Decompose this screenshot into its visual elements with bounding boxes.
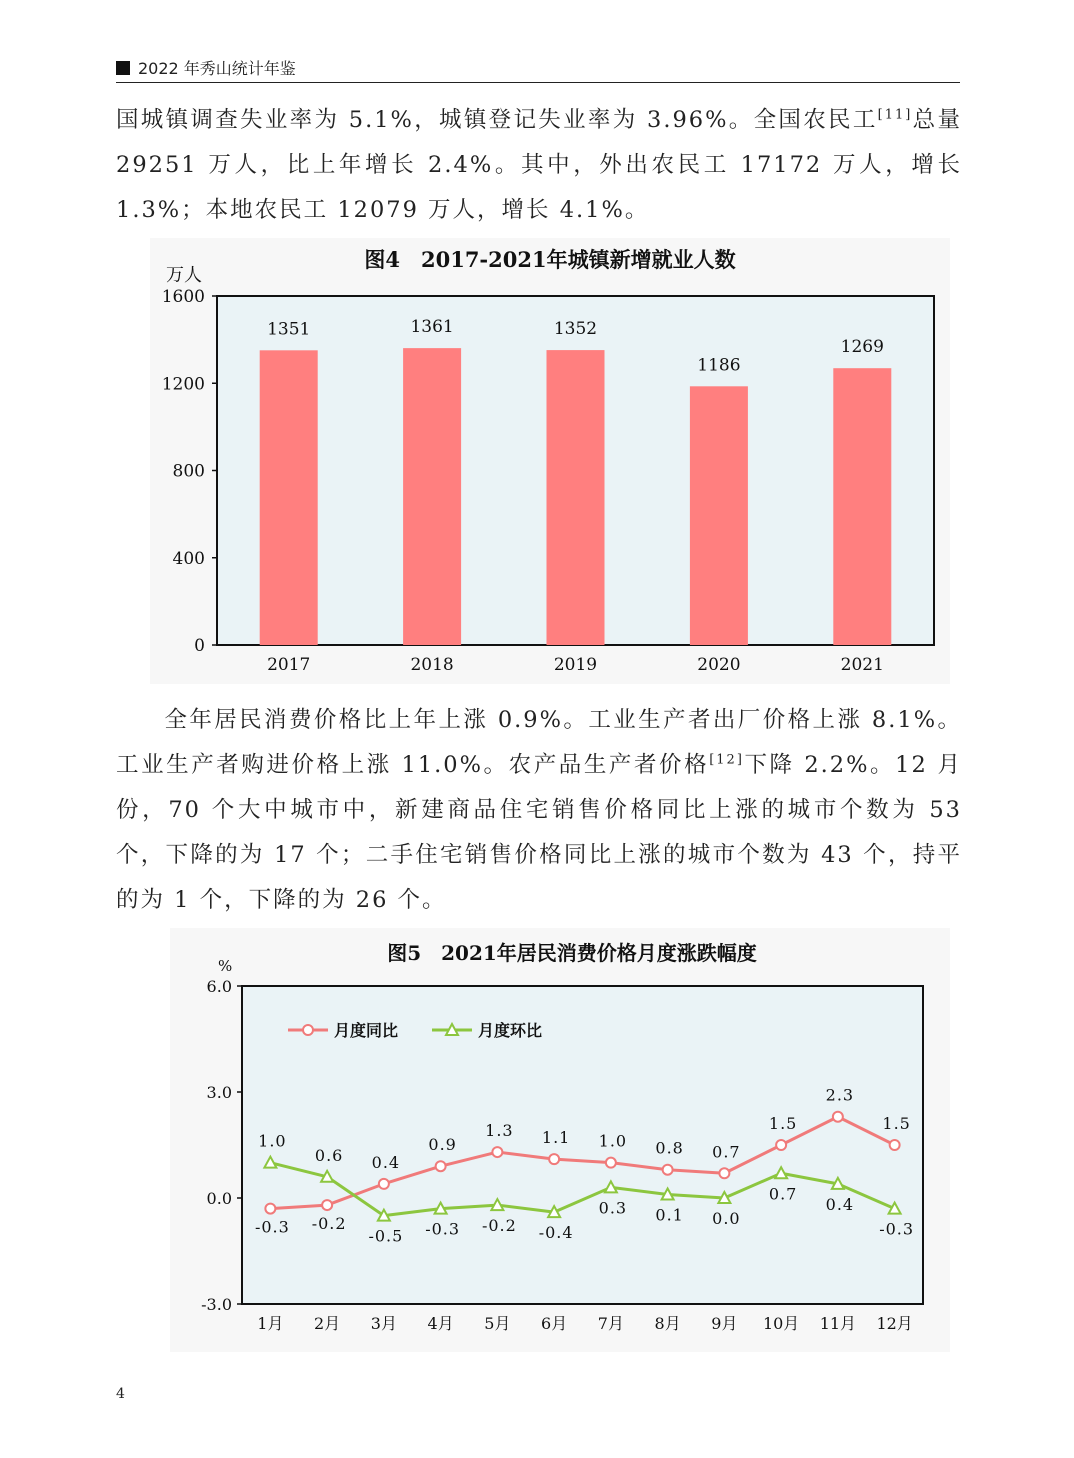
x-tick-label: 2月 <box>314 1314 341 1333</box>
series1-point <box>436 1161 446 1171</box>
chart-title: 图5 2021年居民消费价格月度涨跌幅度 <box>387 941 757 965</box>
x-tick-label: 2021 <box>840 655 884 675</box>
chart-title: 图4 2017-2021年城镇新增就业人数 <box>364 247 736 272</box>
series2-data-label: 0.4 <box>825 1194 855 1214</box>
series1-data-label: 1.5 <box>882 1114 911 1133</box>
series2-data-label: -0.4 <box>538 1223 574 1243</box>
page-header <box>116 56 960 83</box>
x-tick-label: 3月 <box>370 1314 397 1333</box>
series2-data-label: -0.5 <box>368 1226 404 1246</box>
legend-marker-circle <box>303 1025 313 1035</box>
legend-label: 月度环比 <box>478 1021 543 1040</box>
legend-label: 月度同比 <box>334 1021 399 1040</box>
header-title: 2022 年秀山统计年鉴 <box>138 59 296 78</box>
series1-point <box>606 1158 616 1168</box>
y-tick-label: 6.0 <box>206 977 232 996</box>
series2-data-label: 0.1 <box>655 1205 684 1225</box>
x-tick-label: 7月 <box>597 1314 624 1333</box>
bar-value-label: 1352 <box>553 319 598 340</box>
y-tick-label: 1200 <box>161 374 205 395</box>
header-square-icon <box>116 61 130 75</box>
y-axis-unit: 万人 <box>166 265 202 286</box>
line-chart-svg <box>170 928 950 1352</box>
x-tick-label: 2017 <box>267 655 311 675</box>
series1-point <box>549 1154 559 1164</box>
series1-point <box>492 1147 502 1157</box>
chart-fig5 <box>170 928 950 1356</box>
series1-data-label: 1.5 <box>768 1114 798 1133</box>
series2-data-label: -0.3 <box>425 1219 461 1239</box>
y-tick-label: 800 <box>172 461 205 482</box>
bar <box>833 368 891 645</box>
series1-point <box>833 1112 843 1122</box>
x-tick-label: 2018 <box>410 655 454 675</box>
paragraph-prices <box>116 698 962 923</box>
x-tick-label: 10月 <box>762 1314 800 1333</box>
bar <box>260 350 318 645</box>
series2-data-label: -0.2 <box>481 1216 517 1236</box>
bar <box>690 386 748 645</box>
paragraph2-text-a: 全年居民消费价格比上年上涨 0.9%。工业生产者出厂价格上涨 8.1%。工业生产者购进价格上涨 11.0%。农产品生产者价格 <box>116 707 962 778</box>
series1-data-label: 0.4 <box>371 1152 401 1172</box>
series2-data-label: -0.3 <box>879 1219 915 1239</box>
bar <box>403 348 461 645</box>
series2-data-label: 0.7 <box>768 1184 798 1204</box>
series1-point <box>776 1140 786 1150</box>
x-tick-label: 5月 <box>484 1314 511 1333</box>
series1-data-label: 0.7 <box>712 1142 741 1162</box>
y-tick-label: 3.0 <box>206 1083 232 1102</box>
series1-data-label: 1.1 <box>541 1128 571 1148</box>
x-tick-label: 11月 <box>819 1314 857 1333</box>
footnote-ref-12[interactable]: [12] <box>709 752 744 768</box>
chart-fig4 <box>150 238 950 688</box>
y-tick-label: -3.0 <box>201 1295 232 1314</box>
series1-data-label: 1.0 <box>598 1131 628 1151</box>
x-tick-label: 2020 <box>697 655 741 675</box>
x-tick-label: 9月 <box>711 1314 738 1333</box>
series1-data-label: 0.9 <box>428 1135 457 1155</box>
series2-data-label: 0.3 <box>598 1198 628 1218</box>
series1-data-label: 1.3 <box>485 1121 514 1141</box>
bar-value-label: 1361 <box>410 317 454 338</box>
bar-value-label: 1351 <box>267 319 311 340</box>
series1-point <box>322 1200 332 1210</box>
paragraph2-text-b: 下降 2.2%。12 月份，70 个大中城市中，新建商品住宅销售价格同比上涨的城市个数为 53 个，下降的为 17 个；二手住宅销售价格同比上涨的城市个数为 43 个，持平的为 1 个，下降的为 26 个。 <box>116 752 962 913</box>
series2-data-label: 0.0 <box>712 1209 741 1228</box>
bar <box>547 350 605 645</box>
series2-data-label: 1.0 <box>258 1131 287 1151</box>
bar-chart-svg <box>150 238 950 684</box>
bar-value-label: 1186 <box>697 355 741 376</box>
series1-point <box>265 1204 275 1214</box>
paragraph1-text-a: 国城镇调查失业率为 5.1%，城镇登记失业率为 3.96%。全国农民工 <box>116 107 878 133</box>
bar-value-label: 1269 <box>840 337 884 358</box>
series1-point <box>719 1168 729 1178</box>
series2-data-label: 0.6 <box>314 1145 344 1165</box>
series1-data-label: -0.2 <box>311 1214 347 1234</box>
series1-point <box>663 1165 673 1175</box>
x-tick-label: 4月 <box>427 1314 454 1333</box>
series1-data-label: 2.3 <box>825 1085 855 1105</box>
paragraph1-text-b: 总量 29251 万人，比上年增长 2.4%。其中，外出农民工 17172 万人，增长 1.3%；本地农民工 12079 万人，增长 4.1%。 <box>116 107 962 223</box>
x-tick-label: 1月 <box>257 1314 284 1333</box>
page-number: 4 <box>116 1386 125 1402</box>
series1-data-label: 0.8 <box>655 1138 684 1158</box>
y-tick-label: 1600 <box>161 287 205 307</box>
y-axis-unit: % <box>218 957 233 975</box>
footnote-ref-11[interactable]: [11] <box>877 107 913 123</box>
series1-data-label: -0.3 <box>254 1217 290 1237</box>
y-tick-label: 0 <box>194 636 205 656</box>
y-tick-label: 400 <box>172 548 205 569</box>
paragraph-employment <box>116 98 962 233</box>
x-tick-label: 6月 <box>541 1314 568 1333</box>
x-tick-label: 12月 <box>876 1314 913 1333</box>
series1-point <box>890 1140 900 1150</box>
series1-point <box>379 1179 389 1189</box>
x-tick-label: 2019 <box>553 655 598 675</box>
x-tick-label: 8月 <box>654 1314 681 1333</box>
y-tick-label: 0.0 <box>206 1189 232 1208</box>
